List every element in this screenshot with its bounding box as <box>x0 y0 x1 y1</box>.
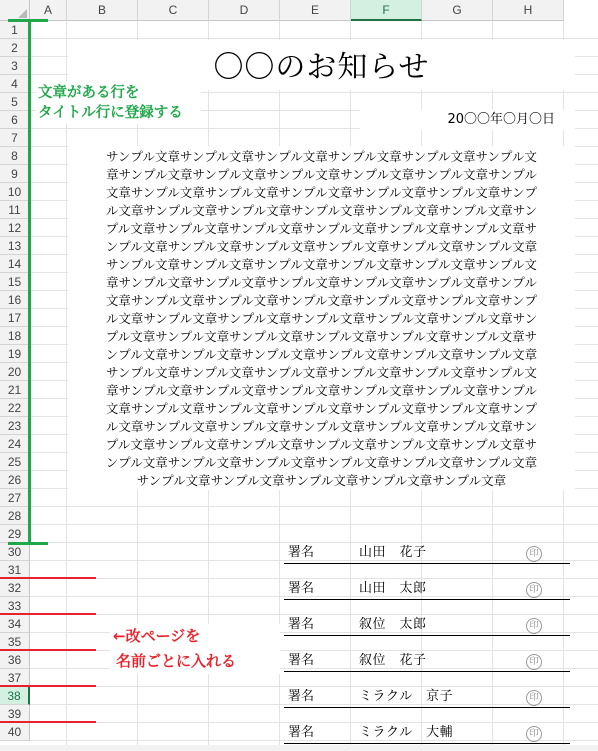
body-text-line: ル文章サンプル文章サンプル文章サンプル文章サンプル文章サンプル文章サン <box>105 203 538 218</box>
document-date: 20〇〇年〇月〇日 <box>447 112 555 127</box>
grid-row-line <box>30 524 598 525</box>
grid-row-line <box>30 38 598 39</box>
seal-icon: 印 <box>526 618 542 634</box>
column-header-d[interactable]: D <box>209 0 280 21</box>
row-header-38[interactable]: 38 <box>0 687 30 705</box>
signature-label: 署名 <box>288 545 315 560</box>
signature-name: ミラクル 大輔 <box>359 725 454 740</box>
row-header-32[interactable]: 32 <box>0 579 30 597</box>
body-text-line: ンプル文章サンプル文章サンプル文章サンプル文章サンプル文章サンプル文章 <box>105 455 538 470</box>
signature-underline <box>284 743 570 744</box>
body-text-line: 章サンプル文章サンプル文章サンプル文章サンプル文章サンプル文章サンプル <box>106 383 537 398</box>
row-header-9[interactable]: 9 <box>0 165 30 183</box>
body-text-line: ンプル文章サンプル文章サンプル文章サンプル文章サンプル文章サンプル文章 <box>105 239 538 254</box>
row-header-39[interactable]: 39 <box>0 705 30 723</box>
select-all-corner[interactable] <box>0 0 30 21</box>
row-header-12[interactable]: 12 <box>0 219 30 237</box>
row-header-8[interactable]: 8 <box>0 147 30 165</box>
row-header-22[interactable]: 22 <box>0 399 30 417</box>
column-header-f[interactable]: F <box>351 0 422 21</box>
row-header-20[interactable]: 20 <box>0 363 30 381</box>
body-text-line: 文章サンプル文章サンプル文章サンプル文章サンプル文章サンプル文章サンプ <box>105 401 538 416</box>
column-header-e[interactable]: E <box>280 0 351 21</box>
row-header-4[interactable]: 4 <box>0 75 30 93</box>
annotation-title-rows-line1: 文章がある行を <box>38 85 140 101</box>
row-header-7[interactable]: 7 <box>0 129 30 147</box>
row-header-25[interactable]: 25 <box>0 453 30 471</box>
signature-row <box>284 651 570 671</box>
signature-name: 叙位 太郎 <box>359 617 427 632</box>
page-title: 〇〇のお知らせ <box>213 50 430 85</box>
row-header-27[interactable]: 27 <box>0 489 30 507</box>
row-header-18[interactable]: 18 <box>0 327 30 345</box>
row-header-37[interactable]: 37 <box>0 669 30 687</box>
row-header-5[interactable]: 5 <box>0 93 30 111</box>
signature-underline <box>284 671 570 672</box>
body-text-line: ンプル文章サンプル文章サンプル文章サンプル文章サンプル文章サンプル文章 <box>105 347 538 362</box>
signature-underline <box>284 599 570 600</box>
row-header-29[interactable]: 29 <box>0 525 30 543</box>
row-header-33[interactable]: 33 <box>0 597 30 615</box>
signature-underline <box>284 635 570 636</box>
row-header-30[interactable]: 30 <box>0 543 30 561</box>
signature-row <box>284 579 570 599</box>
seal-icon: 印 <box>526 582 542 598</box>
row-header-6[interactable]: 6 <box>0 111 30 129</box>
body-text-line: 章サンプル文章サンプル文章サンプル文章サンプル文章サンプル文章サンプル <box>106 275 537 290</box>
body-text-line: 文章サンプル文章サンプル文章サンプル文章サンプル文章サンプル文章サンプ <box>105 185 538 200</box>
body-text-line: プル文章サンプル文章サンプル文章サンプル文章サンプル文章サンプル文章サ <box>105 437 538 452</box>
page-break-line-1 <box>0 577 96 579</box>
seal-icon: 印 <box>526 690 542 706</box>
print-title-bracket-vertical <box>28 19 31 545</box>
page-break-line-2 <box>0 613 96 615</box>
row-header-11[interactable]: 11 <box>0 201 30 219</box>
column-header-h[interactable]: H <box>493 0 564 21</box>
page-break-line-5 <box>0 721 96 723</box>
body-text-line: ル文章サンプル文章サンプル文章サンプル文章サンプル文章サンプル文章サン <box>105 311 538 326</box>
grid-column-line <box>66 21 67 751</box>
column-header-a[interactable]: A <box>30 0 67 21</box>
row-header-15[interactable]: 15 <box>0 273 30 291</box>
body-text-line: ル文章サンプル文章サンプル文章サンプル文章サンプル文章サンプル文章サン <box>105 419 538 434</box>
signature-row <box>284 543 570 563</box>
row-header-23[interactable]: 23 <box>0 417 30 435</box>
row-header-40[interactable]: 40 <box>0 723 30 741</box>
body-text-line: サンプル文章サンプル文章サンプル文章サンプル文章サンプル文章サンプル文 <box>106 149 537 164</box>
signature-name: ミラクル 京子 <box>359 689 454 704</box>
row-header-13[interactable]: 13 <box>0 237 30 255</box>
row-header-17[interactable]: 17 <box>0 309 30 327</box>
annotation-title-rows-line2: タイトル行に登録する <box>38 105 183 121</box>
row-header-26[interactable]: 26 <box>0 471 30 489</box>
body-text-line: サンプル文章サンプル文章サンプル文章サンプル文章サンプル文章 <box>136 473 507 488</box>
annotation-page-break-line2: 名前ごとに入れる <box>116 652 237 670</box>
signature-name: 山田 花子 <box>359 545 427 560</box>
seal-icon: 印 <box>526 726 542 742</box>
seal-icon: 印 <box>526 654 542 670</box>
page-break-line-4 <box>0 685 96 687</box>
body-text-line: サンプル文章サンプル文章サンプル文章サンプル文章サンプル文章サンプル文 <box>106 257 537 272</box>
row-header-34[interactable]: 34 <box>0 615 30 633</box>
body-text-line: プル文章サンプル文章サンプル文章サンプル文章サンプル文章サンプル文章サ <box>105 221 538 236</box>
grid-row-line <box>30 506 598 507</box>
column-header-g[interactable]: G <box>422 0 493 21</box>
row-header-24[interactable]: 24 <box>0 435 30 453</box>
row-header-10[interactable]: 10 <box>0 183 30 201</box>
row-header-16[interactable]: 16 <box>0 291 30 309</box>
row-header-21[interactable]: 21 <box>0 381 30 399</box>
body-text-line: 章サンプル文章サンプル文章サンプル文章サンプル文章サンプル文章サンプル <box>106 167 537 182</box>
row-header-28[interactable]: 28 <box>0 507 30 525</box>
signature-name: 叙位 花子 <box>359 653 427 668</box>
column-header-c[interactable]: C <box>138 0 209 21</box>
row-header-3[interactable]: 3 <box>0 57 30 75</box>
signature-label: 署名 <box>288 689 315 704</box>
seal-icon: 印 <box>526 546 542 562</box>
annotation-page-break-line1: ←改ページを <box>113 627 201 645</box>
row-header-1[interactable]: 1 <box>0 21 30 39</box>
signature-underline <box>284 707 570 708</box>
row-header-14[interactable]: 14 <box>0 255 30 273</box>
body-text-line: プル文章サンプル文章サンプル文章サンプル文章サンプル文章サンプル文章サ <box>105 329 538 344</box>
body-text-block <box>68 148 575 490</box>
sheet-bottom-edge <box>0 745 598 751</box>
signature-label: 署名 <box>288 617 315 632</box>
row-header-35[interactable]: 35 <box>0 633 30 651</box>
body-text-line: 文章サンプル文章サンプル文章サンプル文章サンプル文章サンプル文章サンプ <box>105 293 538 308</box>
column-header-b[interactable]: B <box>67 0 138 21</box>
signature-label: 署名 <box>288 725 315 740</box>
signature-row <box>284 615 570 635</box>
signature-label: 署名 <box>288 653 315 668</box>
row-header-36[interactable]: 36 <box>0 651 30 669</box>
print-title-bracket-bottom <box>8 542 48 545</box>
row-header-2[interactable]: 2 <box>0 39 30 57</box>
signature-name: 山田 太郎 <box>359 581 427 596</box>
row-header-31[interactable]: 31 <box>0 561 30 579</box>
signature-label: 署名 <box>288 581 315 596</box>
signature-underline <box>284 563 570 564</box>
signature-row <box>284 723 570 743</box>
page-break-line-3 <box>0 649 96 651</box>
body-text-line: サンプル文章サンプル文章サンプル文章サンプル文章サンプル文章サンプル文 <box>106 365 537 380</box>
signature-row <box>284 687 570 707</box>
row-header-19[interactable]: 19 <box>0 345 30 363</box>
